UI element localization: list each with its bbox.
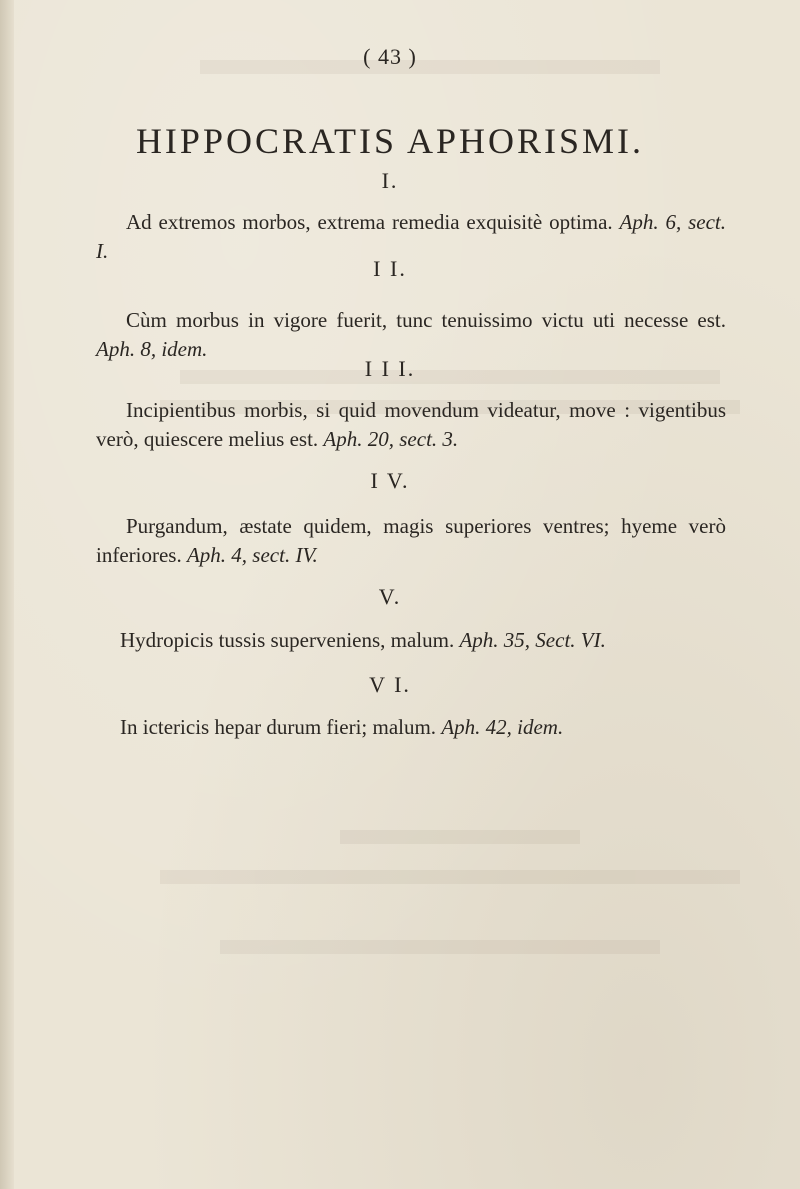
aphorism-reference: Aph. 35, Sect. VI.	[459, 628, 606, 652]
aphorism-numeral: I.	[381, 168, 399, 193]
aphorism-body: Hydropicis tussis superveniens, malum.	[120, 628, 455, 652]
aphorism-reference: Aph. 8, idem.	[96, 337, 208, 361]
aphorism-numeral: I V.	[370, 468, 410, 493]
aphorism-reference: Aph. 20, sect. 3.	[323, 427, 459, 451]
aphorism-body: Cùm morbus in vigore fuerit, tunc tenuissimo victu uti necesse est.	[126, 308, 726, 332]
aphorism-numeral: I I I.	[364, 356, 416, 381]
page-number: ( 43 )	[363, 44, 417, 69]
aphorism-reference: Aph. 4, sect. IV.	[186, 543, 318, 567]
aphorism-text	[120, 626, 750, 655]
aphorism-body: In ictericis hepar durum fieri; malum.	[120, 715, 437, 739]
page-title: HIPPOCRATIS APHORISMI.	[135, 121, 645, 162]
aphorism-body: Purgandum, æstate quidem, magis superiores ventres; hyeme verò inferiores.	[96, 514, 726, 567]
aphorism-text	[120, 713, 750, 742]
aphorism-text	[96, 512, 726, 570]
aphorism-body: Ad extremos morbos, extrema remedia exquisitè optima.	[126, 210, 613, 234]
aphorism-reference: Aph. 42, idem.	[441, 715, 564, 739]
aphorism-numeral: V I.	[369, 672, 411, 697]
aphorism-text	[96, 396, 726, 454]
aphorism-numeral: V.	[378, 584, 402, 609]
aphorism-numeral: I I.	[373, 256, 407, 281]
aphorism-body: Incipientibus morbis, si quid movendum videatur, move : vigentibus verò, quiescere melius est.	[96, 398, 726, 451]
aphorism-reference: Aph. 6, sect. I.	[96, 210, 726, 263]
